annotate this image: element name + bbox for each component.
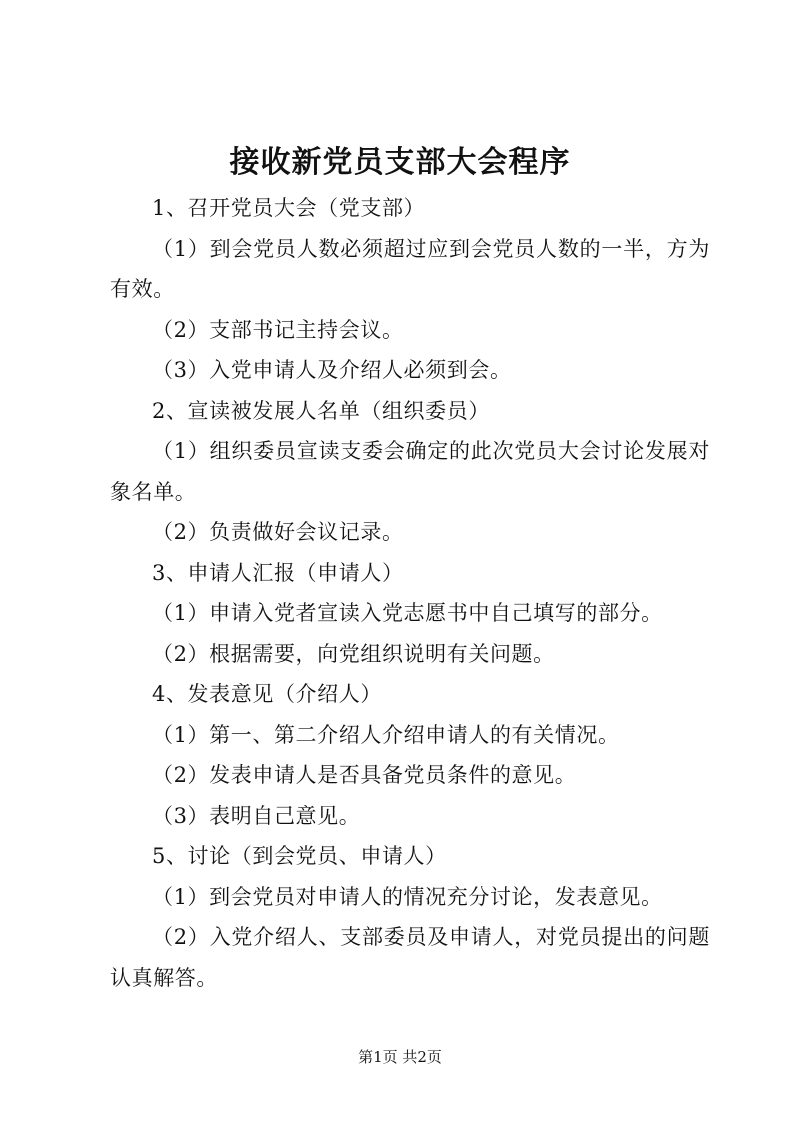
list-item: （2）入党介绍人、支部委员及申请人，对党员提出的问题认真解答。 — [110, 925, 710, 990]
list-item: （3）入党申请人及介绍人必须到会。 — [152, 358, 512, 382]
document-body — [110, 188, 710, 998]
list-item: （1）组织委员宣读支委会确定的此次党员大会讨论发展对象名单。 — [110, 439, 710, 504]
list-item: （2）根据需要，向党组织说明有关问题。 — [152, 641, 555, 666]
section-heading-1: 1、召开党员大会（党支部） — [152, 196, 426, 220]
document-title: 接收新党员支部大会程序 — [229, 145, 571, 180]
list-item: （2）发表申请人是否具备党员条件的意见。 — [152, 763, 577, 787]
section-heading-5: 5、讨论（到会党员、申请人） — [152, 844, 447, 868]
section-heading-2: 2、宣读被发展人名单（组织委员） — [152, 398, 490, 423]
list-item: （2）支部书记主持会议。 — [152, 317, 404, 342]
list-item: （1）到会党员人数必须超过应到会党员人数的一半，方为有效。 — [110, 236, 710, 301]
list-item: （1）第一、第二介绍人介绍申请人的有关情况。 — [152, 722, 620, 747]
section-heading-3: 3、申请人汇报（申请人） — [152, 560, 404, 585]
page-footer: 第1页 共2页 — [358, 1048, 442, 1066]
section-heading-4: 4、发表意见（介绍人） — [152, 682, 382, 706]
list-item: （3）表明自己意见。 — [152, 803, 361, 828]
list-item: （2）负责做好会议记录。 — [152, 520, 404, 544]
list-item: （1）申请入党者宣读入党志愿书中自己填写的部分。 — [152, 601, 663, 625]
list-item: （1）到会党员对申请人的情况充分讨论，发表意见。 — [152, 884, 663, 909]
